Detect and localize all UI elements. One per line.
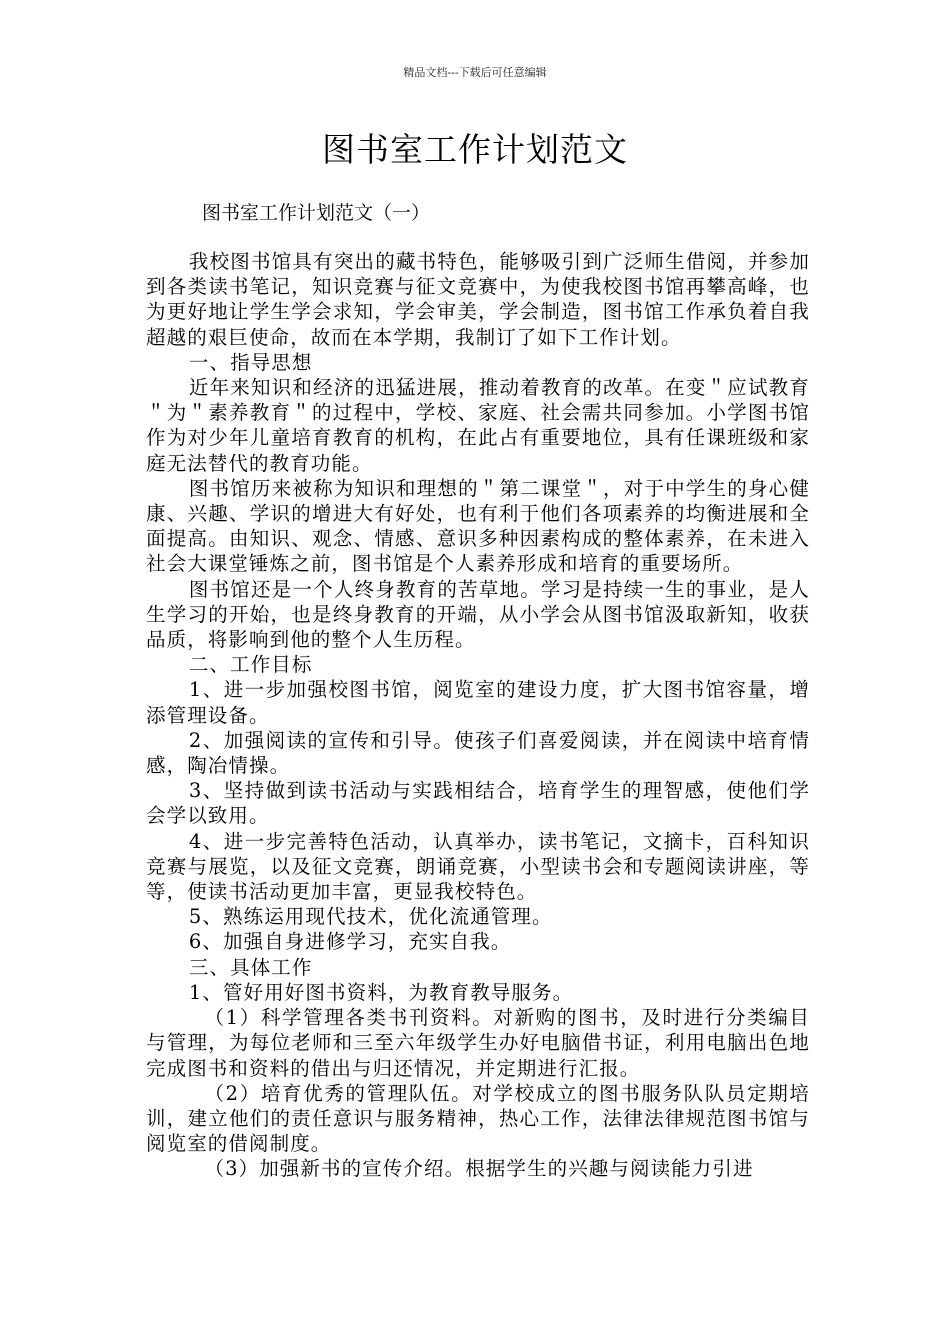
goal-item: 1、进一步加强校图书馆，阅览室的建设力度，扩大图书馆容量，增添管理设备。 (146, 678, 810, 727)
work-sub-item: （3）加强新书的宣传介绍。根据学生的兴趣与阅读能力引进 (204, 1157, 754, 1181)
document-title: 图书室工作计划范文 (322, 130, 628, 169)
body-paragraph: 近年来知识和经济的迅猛进展，推动着教育的改革。在变＂应试教育＂为＂素养教育＂的过程中，学校、家庭、社会需共同参加。小学图书馆作为对少年儿童培育教育的机构，在此占有重要地位，具有任课班级和家庭无法替代的教育功能。 (146, 376, 810, 475)
goal-item: 3、坚持做到读书活动与实践相结合，培育学生的理智感，使他们学会学以致用。 (146, 779, 810, 828)
work-item: 1、管好用好图书资料，为教育教导服务。 (188, 980, 574, 1004)
document-body (146, 249, 810, 1182)
section-heading-work-goals: 二、工作目标 (188, 653, 313, 677)
work-sub-item: （1）科学管理各类书刊资料。对新购的图书，及时进行分类编目与管理，为每位老师和三至六年级学生办好电脑借书证，利用电脑出色地完成图书和资料的借出与归还情况，并定期进行汇报。 (146, 1006, 810, 1080)
body-paragraph: 图书馆历来被称为知识和理想的＂第二课堂＂，对于中学生的身心健康、兴趣、学识的增进大有好处，也有利于他们各项素养的均衡进展和全面提高。由知识、观念、情感、意识多种因素构成的整体素养，在未进入社会大课堂锤炼之前，图书馆是个人素养形成和培育的重要场所。 (146, 476, 810, 576)
intro-paragraph: 我校图书馆具有突出的藏书特色，能够吸引到广泛师生借阅，并参加到各类读书笔记，知识竞赛与征文竞赛中，为使我校图书馆再攀高峰，也为更好地让学生学会求知，学会审美，学会制造，图书馆工作承负着自我超越的艰巨使命，故而在本学期，我制订了如下工作计划。 (146, 250, 810, 349)
goal-item: 4、进一步完善特色活动，认真举办，读书笔记，文摘卡，百科知识竞赛与展览，以及征文竞赛，朗诵竞赛，小型读书会和专题阅读讲座，等等，使读书活动更加丰富，更显我校特色。 (146, 829, 810, 904)
goal-item: 2、加强阅读的宣传和引导。使孩子们喜爱阅读，并在阅读中培育情感，陶冶情操。 (146, 728, 810, 778)
work-sub-item: （2）培育优秀的管理队伍。对学校成立的图书服务队队员定期培训，建立他们的责任意识与服务精神，热心工作，法律法律规范图书馆与阅览室的借阅制度。 (146, 1081, 810, 1156)
body-paragraph: 图书馆还是一个人终身教育的苦草地。学习是持续一生的事业，是人生学习的开始，也是终身教育的开端，从小学会从图书馆汲取新知，收获品质，将影响到他的整个人生历程。 (146, 577, 810, 652)
document-subtitle: 图书室工作计划范文（一） (202, 202, 431, 224)
section-heading-guiding-ideas: 一、指导思想 (188, 350, 313, 374)
goal-item: 6、加强自身进修学习，充实自我。 (188, 930, 512, 954)
goal-item: 5、熟练运用现代技术，优化流通管理。 (188, 905, 553, 929)
header-note: 精品文档---下载后可任意编辑 (403, 66, 547, 79)
section-heading-specific-work: 三、具体工作 (188, 955, 313, 979)
